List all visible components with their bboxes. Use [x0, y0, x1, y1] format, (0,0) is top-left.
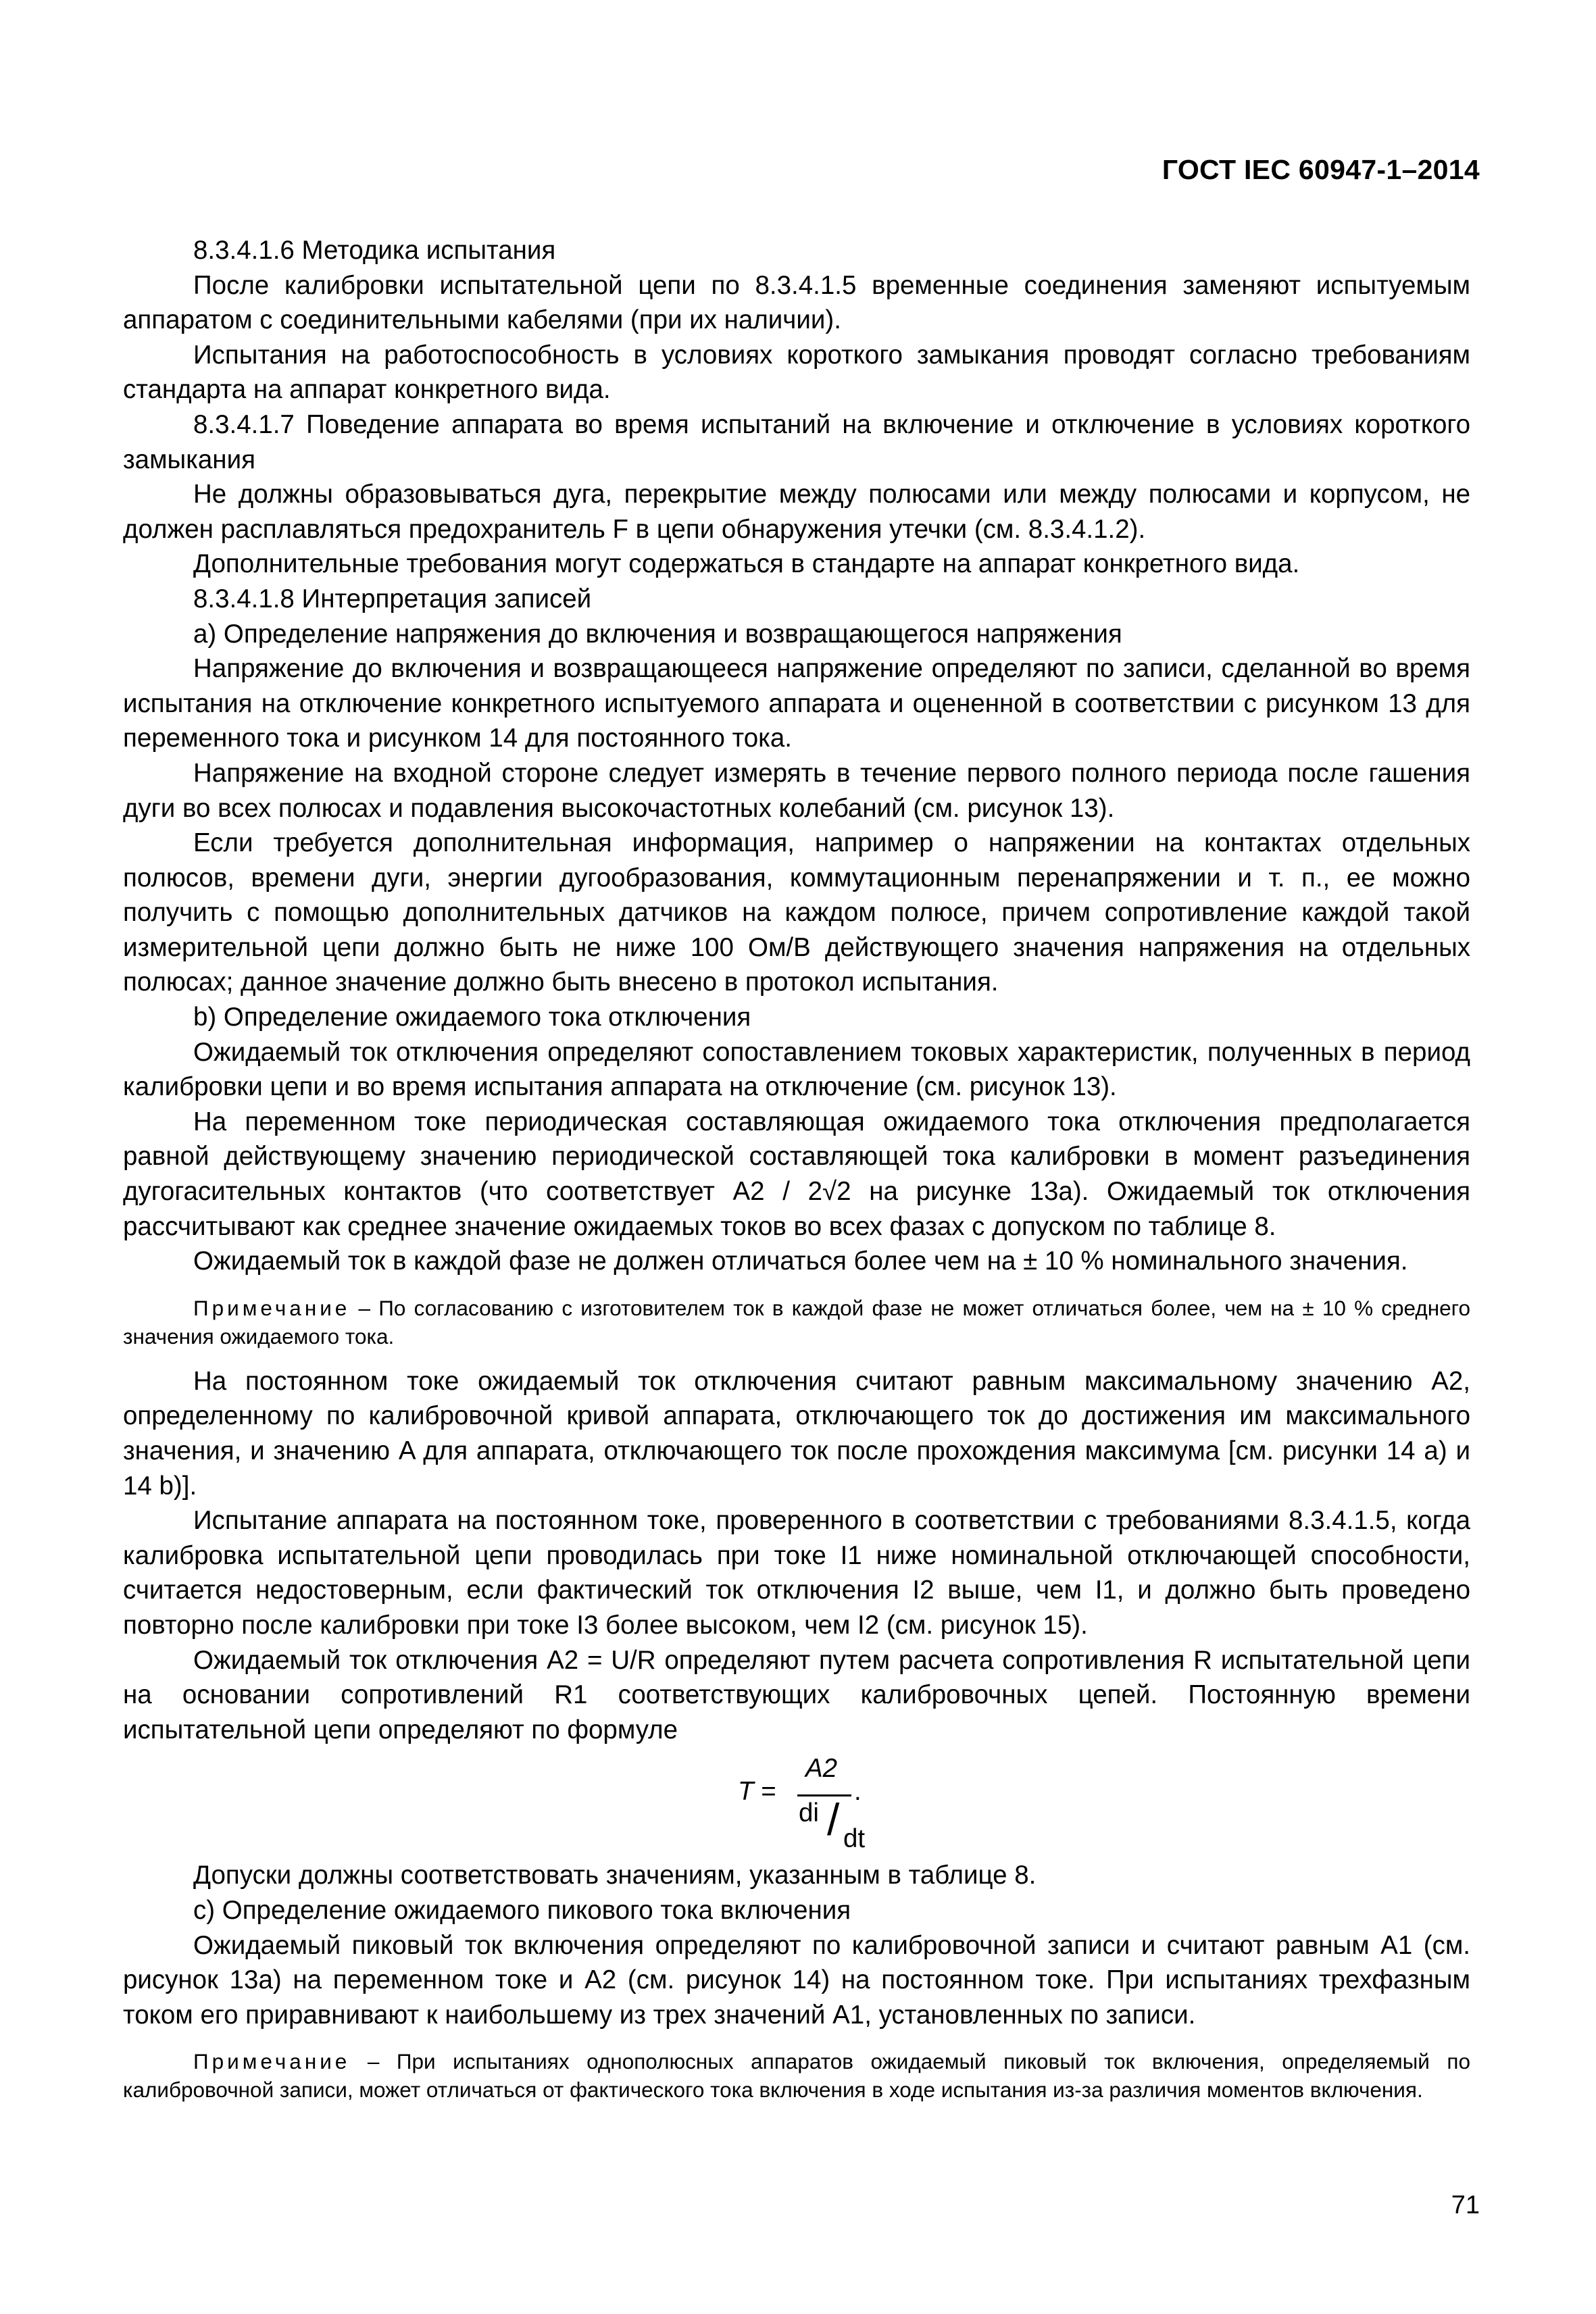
paragraph: Напряжение до включения и возвращающееся напряжение определяют по записи, сделанной во время испытания на отключение конкретного испытуемого аппарата и оцененной в соответствии с рисунком 13 для переменного тока и рисунком 14 для постоянного тока.: [123, 654, 1470, 753]
subsection-heading: b) Определение ожидаемого тока отключения: [193, 1003, 751, 1032]
document-header: ГОСТ IEC 60947-1–2014: [1162, 154, 1480, 185]
formula-period: .: [854, 1777, 862, 1807]
page-number: 71: [1451, 2191, 1480, 2219]
formula-numerator: A2: [805, 1754, 838, 1784]
subsection-heading: c) Определение ожидаемого пикового тока включения: [193, 1895, 851, 1925]
paragraph: Дополнительные требования могут содержаться в стандарте на аппарат конкретного вида.: [193, 549, 1300, 579]
note-text: – При испытаниях однополюсных аппаратов ожидаемый пиковый ток включения, определяемый по калибровочной записи, может отличаться от фактического тока включения в ходе испытания из-за различия моментов включения.: [123, 2049, 1470, 2103]
time-constant-formula: [123, 1754, 1470, 1854]
paragraph: Испытания на работоспособность в условиях короткого замыкания проводят согласно требованиям стандарта на аппарат конкретного вида.: [123, 340, 1470, 405]
paragraph: Испытание аппарата на постоянном токе, проверенного в соответствии с требованиями 8.3.4.1.5, когда калибровка испытательной цепи проводилась при токе I1 ниже номинальной отключающей способности, считается недостоверным, если фактический ток отключения I2 выше, чем I1, и должно быть проведено повторно после калибровки при токе I3 более высоком, чем I2 (см. рисунок 15).: [123, 1506, 1470, 1640]
paragraph: После калибровки испытательной цепи по 8.3.4.1.5 временные соединения заменяют испытуемым аппаратом с соединительными кабелями (при их наличии).: [123, 270, 1470, 335]
paragraph: Ожидаемый пиковый ток включения определяют по калибровочной записи и считают равным A1 (см. рисунок 13a) на переменном токе и A2 (см. рисунок 14) на постоянном токе. При испытаниях трехфазным током его приравнивают к наибольшему из трех значений A1, установленных по записи.: [123, 1930, 1470, 2030]
note: [123, 2047, 1470, 2104]
section-heading: 8.3.4.1.8 Интерпретация записей: [193, 584, 592, 613]
paragraph: На переменном токе периодическая составляющая ожидаемого тока отключения предполагается равной действующему значению периодической составляющей тока калибровки в момент разъединения дугогасительных контактов (что соответствует A2 / 2√2 на рисунке 13a). Ожидаемый ток отключения рассчитывают как среднее значение ожидаемых токов во всех фазах с допуском по таблице 8.: [123, 1107, 1470, 1241]
paragraph: На постоянном токе ожидаемый ток отключения считают равным максимальному значению A2, определенному по калибровочной кривой аппарата, отключающего ток до достижения им максимального значения, и значению A для аппарата, отключающего ток после прохождения максимума [см. рисунки 14 a) и 14 b)].: [123, 1366, 1470, 1501]
note: [123, 1294, 1470, 1351]
formula-denominator-di: di: [799, 1799, 819, 1828]
formula-lhs: T =: [738, 1777, 776, 1807]
paragraph: Ожидаемый ток в каждой фазе не должен отличаться более чем на ± 10 % номинального значения.: [193, 1247, 1408, 1276]
paragraph: Напряжение на входной стороне следует измерять в течение первого полного периода после гашения дуги во всех полюсах и подавления высокочастотных колебаний (см. рисунок 13).: [123, 758, 1470, 823]
paragraph: Ожидаемый ток отключения A2 = U/R определяют путем расчета сопротивления R испытательной цепи на основании сопротивлений R1 соответствующих калибровочных цепей. Постоянную времени испытательной цепи определяют по формуле: [123, 1645, 1470, 1744]
fraction-slash: /: [827, 1794, 840, 1845]
paragraph: Допуски должны соответствовать значениям, указанным в таблице 8.: [193, 1861, 1037, 1890]
note-label: Примечание: [193, 1295, 351, 1320]
paragraph: Ожидаемый ток отключения определяют сопоставлением токовых характеристик, полученных в период калибровки цепи и во время испытания аппарата на отключение (см. рисунок 13).: [123, 1037, 1470, 1102]
paragraph: Не должны образовываться дуга, перекрытие между полюсами или между полюсами и корпусом, не должен расплавляться предохранитель F в цепи обнаружения утечки (см. 8.3.4.1.2).: [123, 480, 1470, 544]
subsection-heading: a) Определение напряжения до включения и возвращающегося напряжения: [193, 619, 1122, 649]
formula-denominator-dt: dt: [843, 1824, 866, 1854]
note-label: Примечание: [193, 2049, 351, 2074]
paragraph: Если требуется дополнительная информация, например о напряжении на контактах отдельных полюсов, времени дуги, энергии дугообразования, коммутационным перенапряжении и т. п., ее можно получить с помощью дополнительных датчиков на каждом полюсе, причем сопротивление каждой такой измерительной цепи должно быть не ниже 100 Ом/В действующего значения напряжения на отдельных полюсах; данное значение должно быть внесено в протокол испытания.: [123, 828, 1470, 997]
document-body: [123, 233, 1470, 2117]
note-text: – По согласованию с изготовителем ток в каждой фазе не может отличаться более, чем на ± 10 % среднего значения ожидаемого тока.: [123, 1295, 1470, 1349]
section-heading: 8.3.4.1.7 Поведение аппарата во время испытаний на включение и отключение в условиях короткого замыкания: [123, 409, 1470, 474]
section-heading: 8.3.4.1.6 Методика испытания: [193, 236, 556, 265]
